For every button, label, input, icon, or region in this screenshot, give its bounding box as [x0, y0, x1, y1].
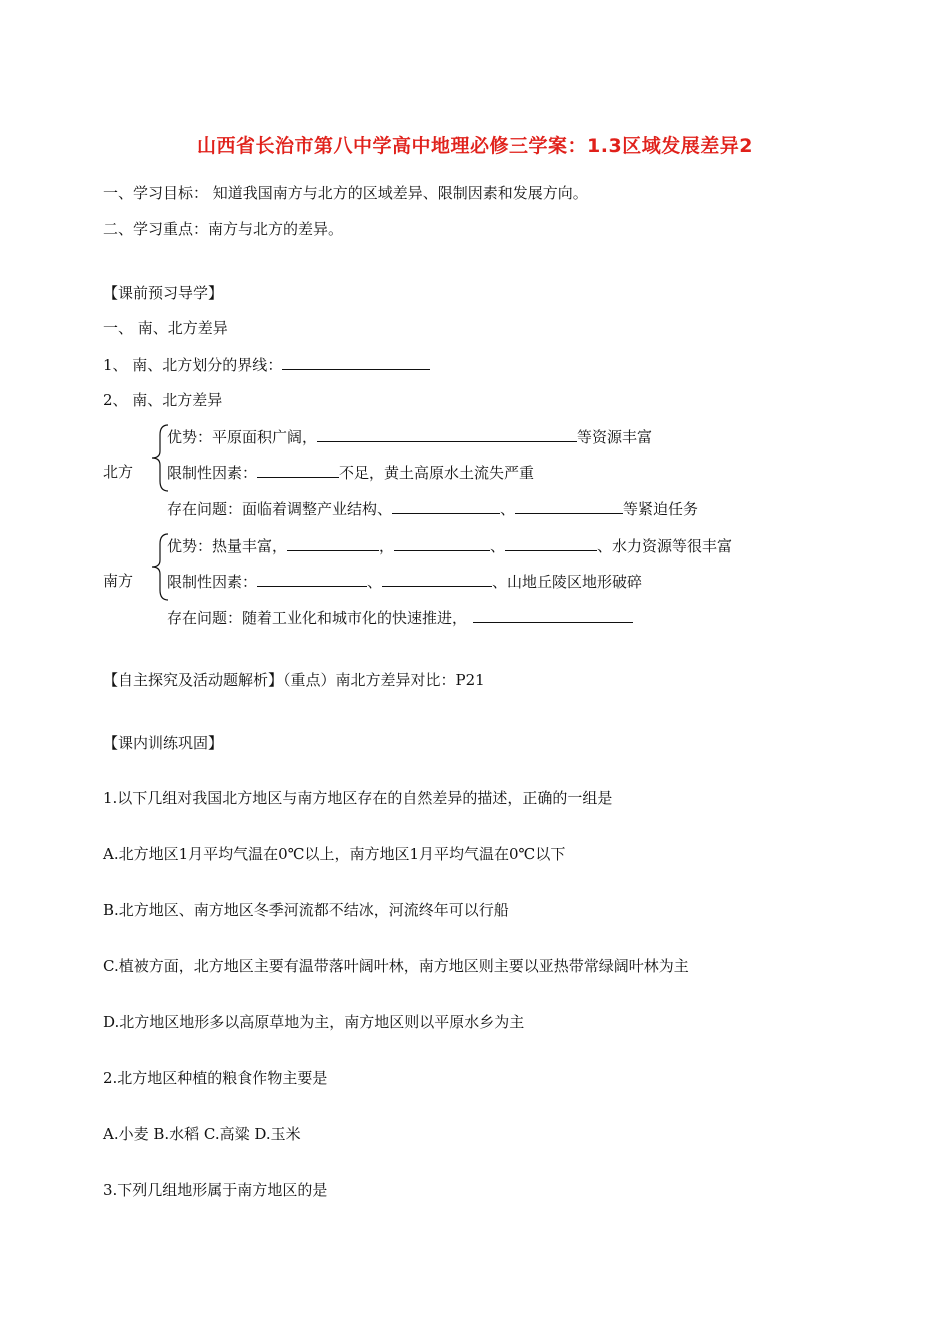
- south-problem-blank[interactable]: [473, 607, 633, 623]
- south-limit-text: 限制性因素：: [167, 573, 258, 591]
- south-advantage-text: 优势：热量丰富，: [167, 537, 288, 555]
- question-1-option-c: C.植被方面，北方地区主要有温带落叶阔叶林，南方地区则主要以亚热带常绿阔叶林为主: [103, 957, 689, 975]
- question-1: 1.以下几组对我国北方地区与南方地区存在的自然差异的描述，正确的一组是: [103, 789, 613, 807]
- question-2-options: A.小麦 B.水稻 C.高粱 D.玉米: [103, 1125, 301, 1143]
- north-limit-blank[interactable]: [257, 462, 339, 478]
- item-boundary-label: 1、 南、北方划分的界线：: [103, 356, 283, 374]
- north-advantage-text: 优势：平原面积广阔，: [167, 428, 318, 446]
- question-2: 2.北方地区种植的粮食作物主要是: [103, 1069, 328, 1087]
- south-advantage-blank-1[interactable]: [287, 535, 379, 551]
- south-limit-blank-1[interactable]: [257, 571, 367, 587]
- north-advantage-blank[interactable]: [317, 426, 577, 442]
- learning-key-point: 二、学习重点：南方与北方的差异。: [103, 220, 344, 238]
- south-label: 南方: [103, 572, 134, 590]
- north-problem-blank-2[interactable]: [515, 498, 623, 514]
- practice-heading: 【课内训练巩固】: [103, 734, 224, 752]
- preview-heading: 【课前预习导学】: [103, 284, 224, 302]
- south-advantage-separator: 、: [490, 537, 506, 555]
- north-problem: [167, 498, 698, 519]
- south-problem-text: 存在问题：随着工业化和城市化的快速推进，: [167, 609, 468, 627]
- section-one-heading: 一、 南、北方差异: [103, 319, 228, 337]
- north-advantage-suffix: 等资源丰富: [577, 428, 653, 446]
- explore-section: 【自主探究及活动题解析】（重点）南北方差异对比：P21: [103, 671, 485, 689]
- south-limit-separator: 、: [367, 573, 383, 591]
- north-problem-blank-1[interactable]: [392, 498, 500, 514]
- north-limit-suffix: 不足，黄土高原水土流失严重: [339, 464, 535, 482]
- question-1-option-a: A.北方地区1月平均气温在0℃以上，南方地区1月平均气温在0℃以下: [103, 845, 566, 863]
- south-limiting-factor: [167, 571, 642, 592]
- north-label: 北方: [103, 463, 134, 481]
- north-problem-text: 存在问题：面临着调整产业结构、: [167, 500, 393, 518]
- north-problem-suffix: 等紧迫任务: [623, 500, 699, 518]
- south-limit-suffix: 、山地丘陵区地形破碎: [492, 573, 643, 591]
- learning-goal: 一、学习目标： 知道我国南方与北方的区域差异、限制因素和发展方向。: [103, 184, 588, 202]
- south-limit-blank-2[interactable]: [382, 571, 492, 587]
- document-title: 山西省长治市第八中学高中地理必修三学案：1.3区域发展差异2: [197, 135, 753, 157]
- item-boundary: [103, 354, 430, 375]
- question-1-option-b: B.北方地区、南方地区冬季河流都不结冰，河流终年可以行船: [103, 901, 509, 919]
- south-advantage-comma: ，: [379, 537, 395, 555]
- boundary-blank[interactable]: [282, 354, 430, 370]
- item-differences: 2、 南、北方差异: [103, 391, 223, 409]
- south-advantage-blank-2[interactable]: [394, 535, 490, 551]
- south-problem: [167, 607, 633, 628]
- north-advantage: [167, 426, 652, 447]
- question-1-option-d: D.北方地区地形多以高原草地为主，南方地区则以平原水乡为主: [103, 1013, 525, 1031]
- south-advantage-suffix: 、水力资源等很丰富: [597, 537, 733, 555]
- north-limit-text: 限制性因素：: [167, 464, 258, 482]
- south-advantage-blank-3[interactable]: [505, 535, 597, 551]
- north-limiting-factor: [167, 462, 534, 483]
- north-problem-separator: 、: [500, 500, 516, 518]
- question-3: 3.下列几组地形属于南方地区的是: [103, 1181, 328, 1199]
- south-advantage: [167, 535, 732, 556]
